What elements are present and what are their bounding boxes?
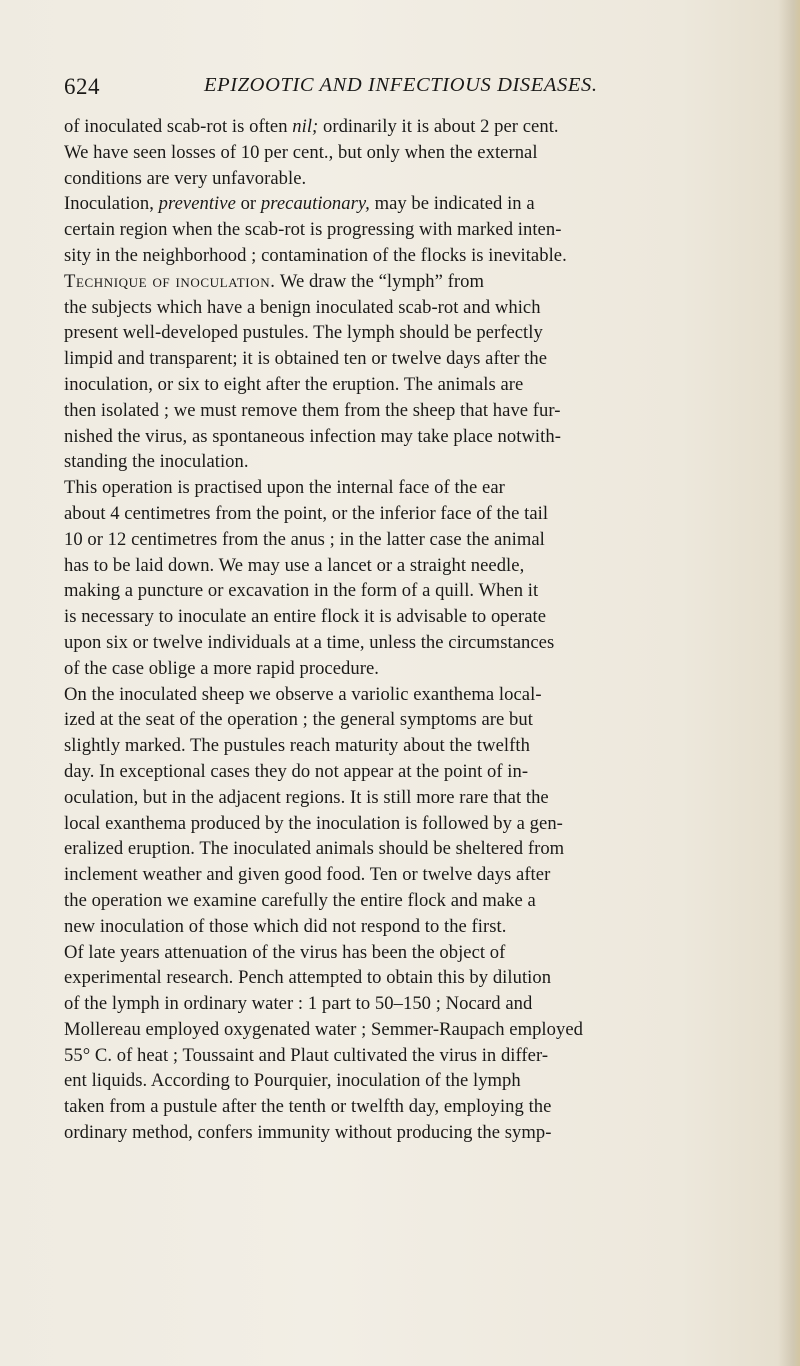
text-line: [64, 449, 799, 475]
text-line: [64, 372, 799, 398]
text-run: This operation is practised upon the internal face of the ear: [64, 477, 505, 499]
text-run: conditions are very unfavorable.: [64, 167, 307, 189]
text-run: present well-developed pustules. The lymph should be perfectly: [64, 322, 543, 344]
text-run: sity in the neighborhood ; contamination of the flocks is inevitable.: [64, 244, 567, 266]
text-line: [64, 785, 799, 811]
text-line: [64, 991, 799, 1017]
text-run: limpid and transparent; it is obtained ten or twelve days after the: [64, 348, 548, 370]
body-text: [64, 114, 799, 1146]
text-run: Of late years attenuation of the virus has been the object of: [64, 941, 506, 963]
text-run: ordinarily it is about 2 per cent.: [318, 116, 559, 137]
text-run: We draw the “lymph” from: [275, 270, 484, 292]
text-run: certain region when the scab-rot is progressing with marked inten-: [64, 219, 562, 241]
text-line: [64, 888, 799, 914]
text-line: [64, 630, 799, 656]
running-title: EPIZOOTIC AND INFECTIOUS DISEASES.: [204, 74, 598, 96]
italic-run: preventive: [158, 193, 236, 215]
text-run: the subjects which have a benign inoculated scab-rot and which: [64, 296, 541, 318]
text-line: [64, 965, 799, 991]
text-run: new inoculation of those which did not respond to the first.: [64, 915, 507, 937]
text-line: [64, 166, 799, 192]
text-run: making a puncture or excavation in the form of a quill. When it: [64, 580, 539, 602]
text-run: oculation, but in the adjacent regions. It is still more rare that the: [64, 786, 549, 808]
text-run: inoculation, or six to eight after the eruption. The animals are: [64, 373, 524, 395]
text-run: or: [235, 193, 261, 215]
text-line: [64, 759, 799, 785]
text-run: of the case oblige a more rapid procedure.: [64, 657, 379, 679]
text-line: [64, 501, 799, 527]
text-line: [64, 578, 799, 604]
text-run: We have seen losses of 10 per cent., but only when the external: [64, 141, 538, 163]
text-line: [64, 295, 799, 321]
text-run: On the inoculated sheep we observe a variolic exanthema local-: [64, 683, 542, 705]
text-run: day. In exceptional cases they do not appear at the point of in-: [64, 760, 529, 782]
text-run: taken from a pustule after the tenth or twelfth day, employing the: [64, 1096, 552, 1118]
text-run: the operation we examine carefully the entire flock and make a: [64, 889, 536, 911]
text-run: slightly marked. The pustules reach maturity about the twelfth: [64, 735, 530, 757]
text-line: [64, 682, 799, 708]
text-line: [64, 1043, 799, 1069]
text-run: standing the inoculation.: [64, 451, 249, 473]
text-line: [64, 604, 799, 630]
text-line: [64, 553, 799, 579]
text-line: [64, 1094, 799, 1120]
text-run: then isolated ; we must remove them from the sheep that have fur-: [64, 399, 561, 421]
text-run: 55° C. of heat ; Toussaint and Plaut cultivated the virus in differ-: [64, 1044, 549, 1066]
text-line: [64, 475, 799, 501]
text-run: eralized eruption. The inoculated animals should be sheltered from: [64, 838, 565, 860]
text-run: ordinary method, confers immunity without producing the symp-: [64, 1122, 552, 1144]
page-number: 624: [64, 74, 100, 99]
text-line: [64, 243, 799, 269]
text-run: has to be laid down. We may use a lancet or a straight needle,: [64, 554, 525, 576]
text-line: [64, 217, 799, 243]
text-line: [64, 398, 799, 424]
text-line: [64, 733, 799, 759]
text-run: 10 or 12 centimetres from the anus ; in the latter case the animal: [64, 528, 545, 550]
section-heading: Technique of inoculation.: [64, 270, 276, 292]
text-line: [64, 320, 799, 346]
italic-run: nil;: [292, 116, 319, 137]
text-run: local exanthema produced by the inoculation is followed by a gen-: [64, 812, 563, 834]
text-line: [64, 940, 799, 966]
text-line: [64, 1017, 799, 1043]
text-line: [64, 1068, 799, 1094]
text-run: Inoculation,: [64, 193, 159, 215]
text-run: Mollereau employed oxygenated water ; Semmer-Raupach employed: [64, 1018, 583, 1040]
text-run: of the lymph in ordinary water : 1 part to 50–150 ; Nocard and: [64, 993, 533, 1015]
text-line: [64, 707, 799, 733]
page-header: [64, 74, 639, 108]
text-line: [64, 191, 799, 217]
text-line: [64, 424, 799, 450]
text-line: [64, 836, 799, 862]
text-run: ent liquids. According to Pourquier, inoculation of the lymph: [64, 1070, 521, 1092]
text-line: [64, 1120, 799, 1146]
text-run: nished the virus, as spontaneous infection may take place notwith-: [64, 425, 561, 447]
text-line: [64, 269, 799, 295]
text-line: [64, 656, 799, 682]
text-line: [64, 346, 799, 372]
text-line: [64, 811, 799, 837]
text-line: [64, 140, 799, 166]
text-run: of inoculated scab-rot is often: [64, 116, 293, 137]
text-line: [64, 527, 799, 553]
text-run: experimental research. Pench attempted to obtain this by dilution: [64, 967, 552, 989]
text-line: [64, 914, 799, 940]
italic-run: precautionary,: [260, 193, 370, 215]
text-run: upon six or twelve individuals at a time, unless the circumstances: [64, 631, 555, 653]
text-line: [64, 114, 799, 140]
text-line: [64, 862, 799, 888]
text-run: may be indicated in a: [369, 193, 535, 215]
text-run: ized at the seat of the operation ; the general symptoms are but: [64, 709, 533, 731]
text-run: inclement weather and given good food. Ten or twelve days after: [64, 864, 551, 886]
text-run: is necessary to inoculate an entire flock it is advisable to operate: [64, 606, 547, 628]
text-run: about 4 centimetres from the point, or the inferior face of the tail: [64, 502, 549, 524]
